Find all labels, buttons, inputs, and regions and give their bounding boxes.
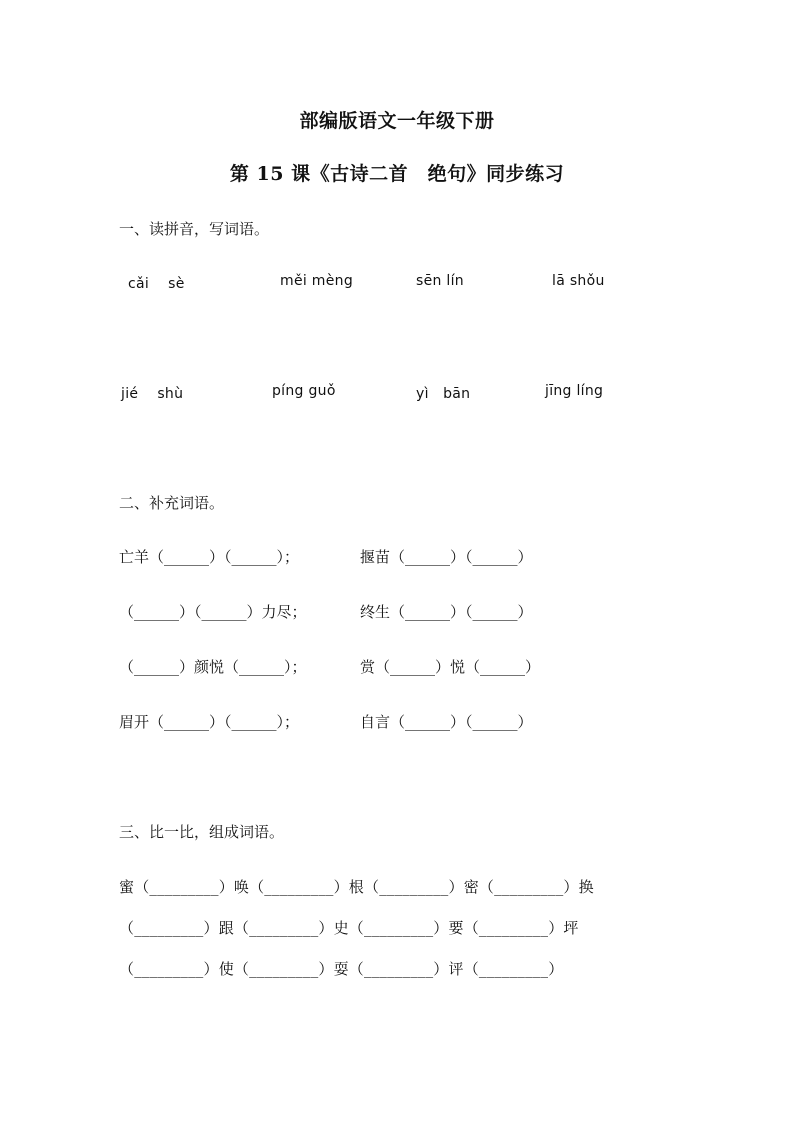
pinyin-item: cǎi sè [128, 276, 185, 292]
pinyin-item: jīng líng [545, 383, 604, 399]
pinyin-item: yì bān [416, 386, 471, 402]
fill-item-left: （______）（______）力尽； [119, 603, 307, 621]
section1-heading: 一、读拼音，写词语。 [119, 220, 270, 238]
pinyin-row-2 [0, 383, 794, 407]
fill-row [119, 711, 533, 735]
fill-row [119, 546, 533, 570]
fill-item-left: 眉开（______）（______）； [119, 713, 300, 731]
pinyin-item: lā shǒu [552, 273, 605, 289]
fill-item-right: 赏（______）悦（______） [360, 658, 541, 676]
section3-heading: 三、比一比，组成词语。 [119, 823, 285, 841]
pinyin-item: píng guǒ [272, 383, 336, 399]
section2-heading: 二、补充词语。 [119, 494, 225, 512]
compare-row: （_________）使（_________）耍（_________）评（_________） [119, 960, 564, 978]
fill-item-right: 自言（______）（______） [360, 713, 533, 731]
compare-row: （_________）跟（_________）史（_________）要（_________）坪 [119, 919, 579, 937]
fill-row [119, 601, 533, 625]
compare-row: 蜜（_________）唤（_________）根（_________）密（_________）换 [119, 878, 594, 896]
fill-item-right: 揠苗（______）（______） [360, 548, 533, 566]
fill-item-left: 亡羊（______）（______）； [119, 548, 300, 566]
fill-item-right: 终生（______）（______） [360, 603, 533, 621]
pinyin-item: sēn lín [416, 273, 464, 289]
pinyin-row-1 [0, 273, 794, 297]
pinyin-item: měi mèng [280, 273, 354, 289]
lesson-title: 第 15 课《古诗二首 绝句》同步练习 [229, 163, 565, 185]
fill-row [119, 656, 541, 680]
fill-item-left: （______）颜悦（______）； [119, 658, 307, 676]
pinyin-item: jié shù [121, 386, 184, 402]
page-title: 部编版语文一年级下册 [299, 110, 495, 132]
